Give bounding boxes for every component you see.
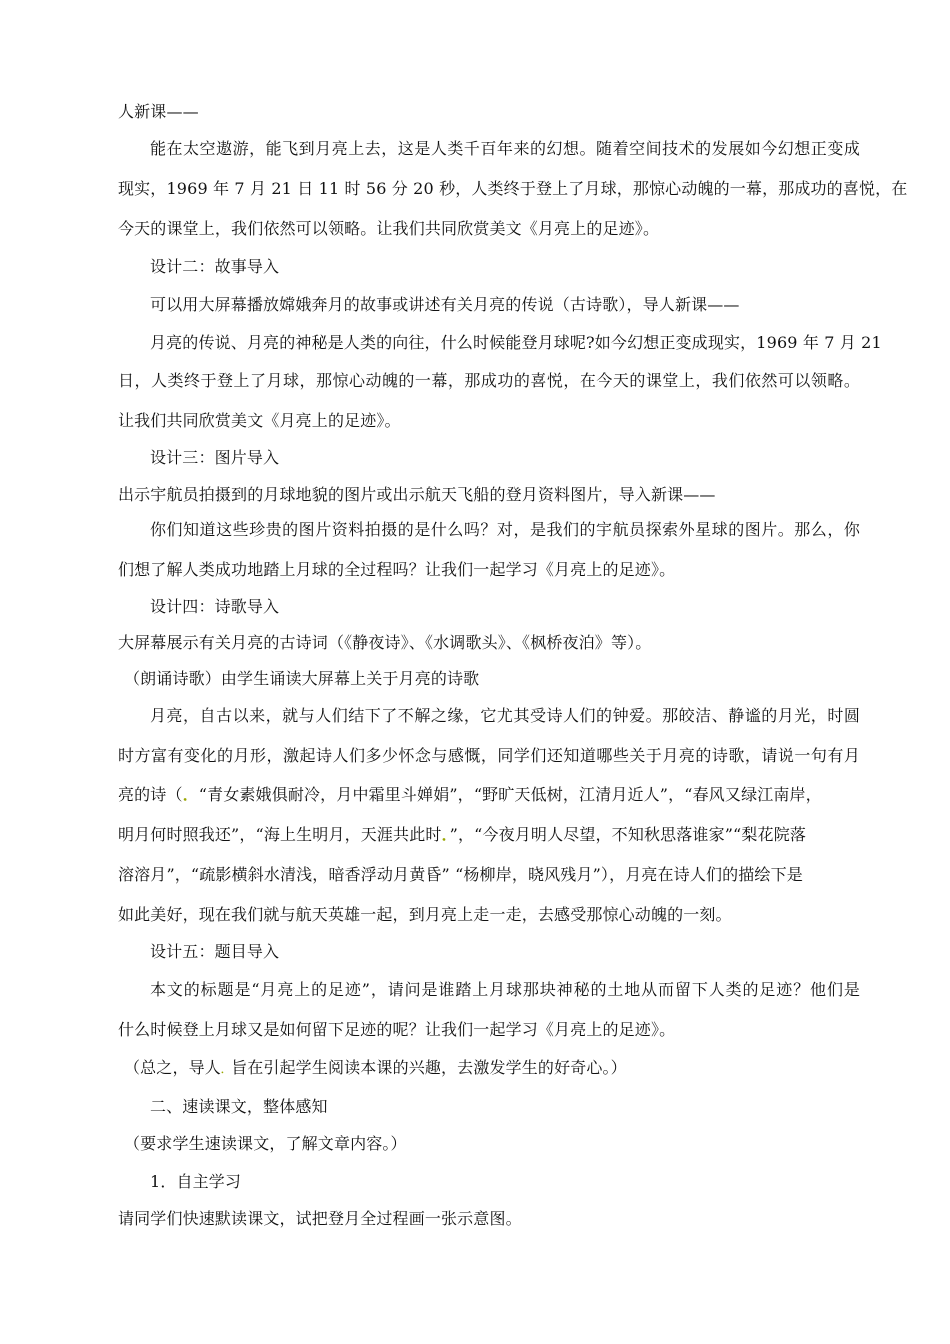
text-line: 本文的标题是“月亮上的足迹”，请问是谁踏上月球那块神秘的土地从而留下人类的足迹？他们是 [150,980,860,999]
text-line: 如此美好，现在我们就与航天英雄一起，到月亮上走一走，去感受那惊心动魄的一刻。 [118,905,732,924]
text-segment: “青女素娥俱耐冷，月中霜里斗婵娟”，“野旷天低树，江清月近人”，“春风又绿江南岸， [198,785,822,804]
text-line: 月亮的传说、月亮的神秘是人类的向往，什么时候能登月球呢?如今幻想正变成现实，1969 年 7 月 21 [150,333,882,352]
text-line [118,824,806,846]
text-line: 现实，1969 年 7 月 21 日 11 时 56 分 20 秒，人类终于登上了月球，那惊心动魄的一幕，那成功的喜悦，在 [118,179,908,198]
highlight-dot: ． [441,825,450,844]
text-line: 月亮，自古以来，就与人们结下了不解之缘，它尤其受诗人们的钟爱。那皎洁、静谧的月光，时圆 [150,706,860,725]
text-line: 请同学们快速默读课文，试把登月全过程画一张示意图。 [118,1209,522,1228]
text-line: （要求学生速读课文，了解文章内容。） [124,1134,407,1153]
text-line: 可以用大屏幕播放嫦娥奔月的故事或讲述有关月亮的传说（古诗歌），导人新课—— [150,295,740,314]
section-heading: 设计三：图片导入 [150,448,280,467]
text-segment: （总之，导人 [124,1058,221,1077]
highlight-dot: ． [182,785,199,804]
section-heading: 二、速读课文，整体感知 [150,1097,328,1116]
text-line: 溶溶月”，“疏影横斜水清浅，暗香浮动月黄昏” “杨柳岸，晓风残月”），月亮在诗人们的描绘下是 [118,865,803,884]
text-line: 出示宇航员拍摄到的月球地貌的图片或出示航天飞船的登月资料图片，导入新课—— [118,485,716,504]
section-heading: 1．自主学习 [150,1172,242,1191]
text-line: 们想了解人类成功地踏上月球的全过程吗？让我们一起学习《月亮上的足迹》。 [118,560,676,579]
text-line: 能在太空遨游，能飞到月亮上去，这是人类千百年来的幻想。随着空间技术的发展如今幻想正变成 [150,139,860,158]
text-line: 时方富有变化的月形，激起诗人们多少怀念与感慨，同学们还知道哪些关于月亮的诗歌，请说一句有月 [118,746,860,765]
text-line: 大屏幕展示有关月亮的古诗词（《静夜诗》、《水调歌头》、《枫桥夜泊》等）。 [118,633,652,652]
text-line: （朗诵诗歌）由学生诵读大屏幕上关于月亮的诗歌 [124,669,480,688]
text-line [118,784,822,806]
text-line: 人新课—— [118,102,199,121]
text-line: 今天的课堂上，我们依然可以领略。让我们共同欣赏美文《月亮上的足迹》。 [118,219,660,238]
text-segment: ”，“今夜月明人尽望，不知秋思落谁家”“梨花院落 [449,825,806,844]
text-line: 让我们共同欣赏美文《月亮上的足迹》。 [118,411,401,430]
text-line: 什么时候登上月球又是如何留下足迹的呢？让我们一起学习《月亮上的足迹》。 [118,1020,676,1039]
text-segment: 明月何时照我还”，“海上生明月，天涯共此时 [118,825,442,844]
text-line: 你们知道这些珍贵的图片资料拍摄的是什么吗？对，是我们的宇航员探索外星球的图片。那么，你 [150,520,860,539]
text-line [124,1057,627,1082]
section-heading: 设计五：题目导入 [150,942,280,961]
highlight-dot: ． [220,1065,232,1076]
text-line: 日，人类终于登上了月球，那惊心动魄的一幕，那成功的喜悦，在今天的课堂上，我们依然可以领略。 [118,371,860,390]
section-heading: 设计四：诗歌导入 [150,597,280,616]
text-segment: 亮的诗（ [118,785,183,804]
text-segment: 旨在引起学生阅读本课的兴趣，去激发学生的好奇心。） [231,1058,627,1077]
section-heading: 设计二：故事导入 [150,257,280,276]
